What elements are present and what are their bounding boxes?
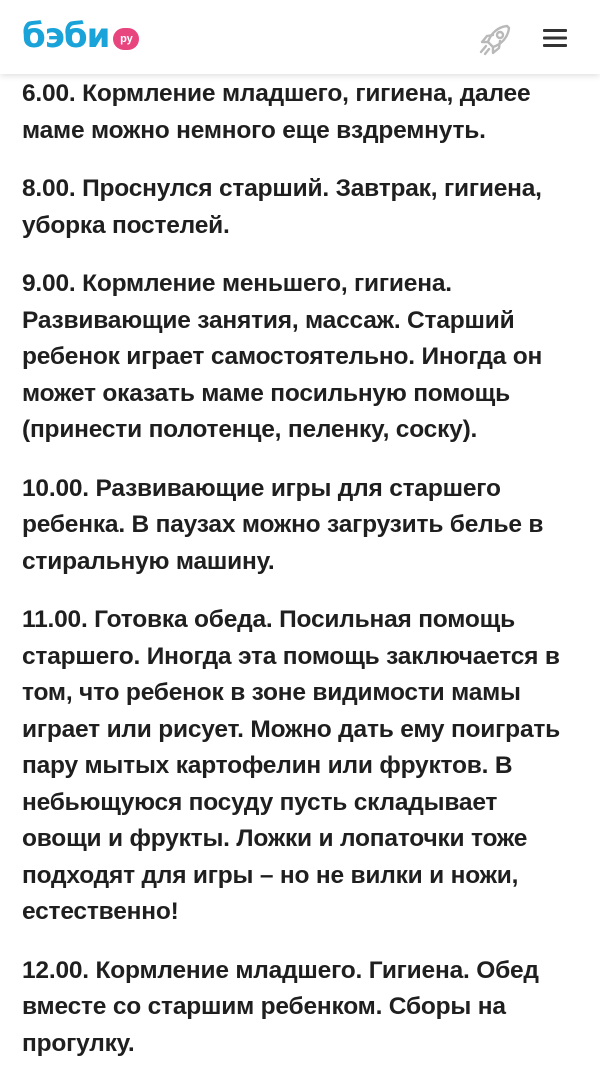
article-paragraph: 11.00. Готовка обеда. Посильная помощь старшего. Иногда эта помощь заключается в том, что ребенок в зоне видимости мамы играет или рисует. Можно дать ему поиграть пару мытых картофелин или фруктов. В небьющуюся посуду пусть складывает овощи и фрукты. Ложки и лопаточки тоже подходят для игры – но не вилки и ножи, естественно! (22, 606, 561, 925)
article-paragraph: 6.00. Кормление младшего, гигиена, далее маме можно немного еще вздремнуть. (22, 80, 531, 144)
hamburger-menu-icon[interactable] (540, 26, 570, 50)
rocket-icon[interactable] (476, 20, 516, 58)
site-header (0, 0, 600, 74)
site-logo[interactable] (22, 16, 139, 56)
logo-text: бэби (22, 16, 110, 56)
article-paragraph: 10.00. Развивающие игры для старшего ребенка. В паузах можно загрузить белье в стиральную машину. (22, 474, 544, 575)
article-paragraph: 9.00. Кормление меньшего, гигиена. Развивающие занятия, массаж. Старший ребенок играет самостоятельно. Иногда он может оказать маме посильную помощь (принести полотенце, пеленку, соску). (22, 270, 543, 443)
logo-badge: ру (113, 28, 139, 50)
article-paragraph: 12.00. Кормление младшего. Гигиена. Обед вместе со старшим ребенком. Сборы на прогулку. (22, 956, 539, 1057)
article-paragraph: 8.00. Проснулся старший. Завтрак, гигиена, уборка постелей. (22, 175, 542, 239)
article-body (22, 74, 582, 1084)
